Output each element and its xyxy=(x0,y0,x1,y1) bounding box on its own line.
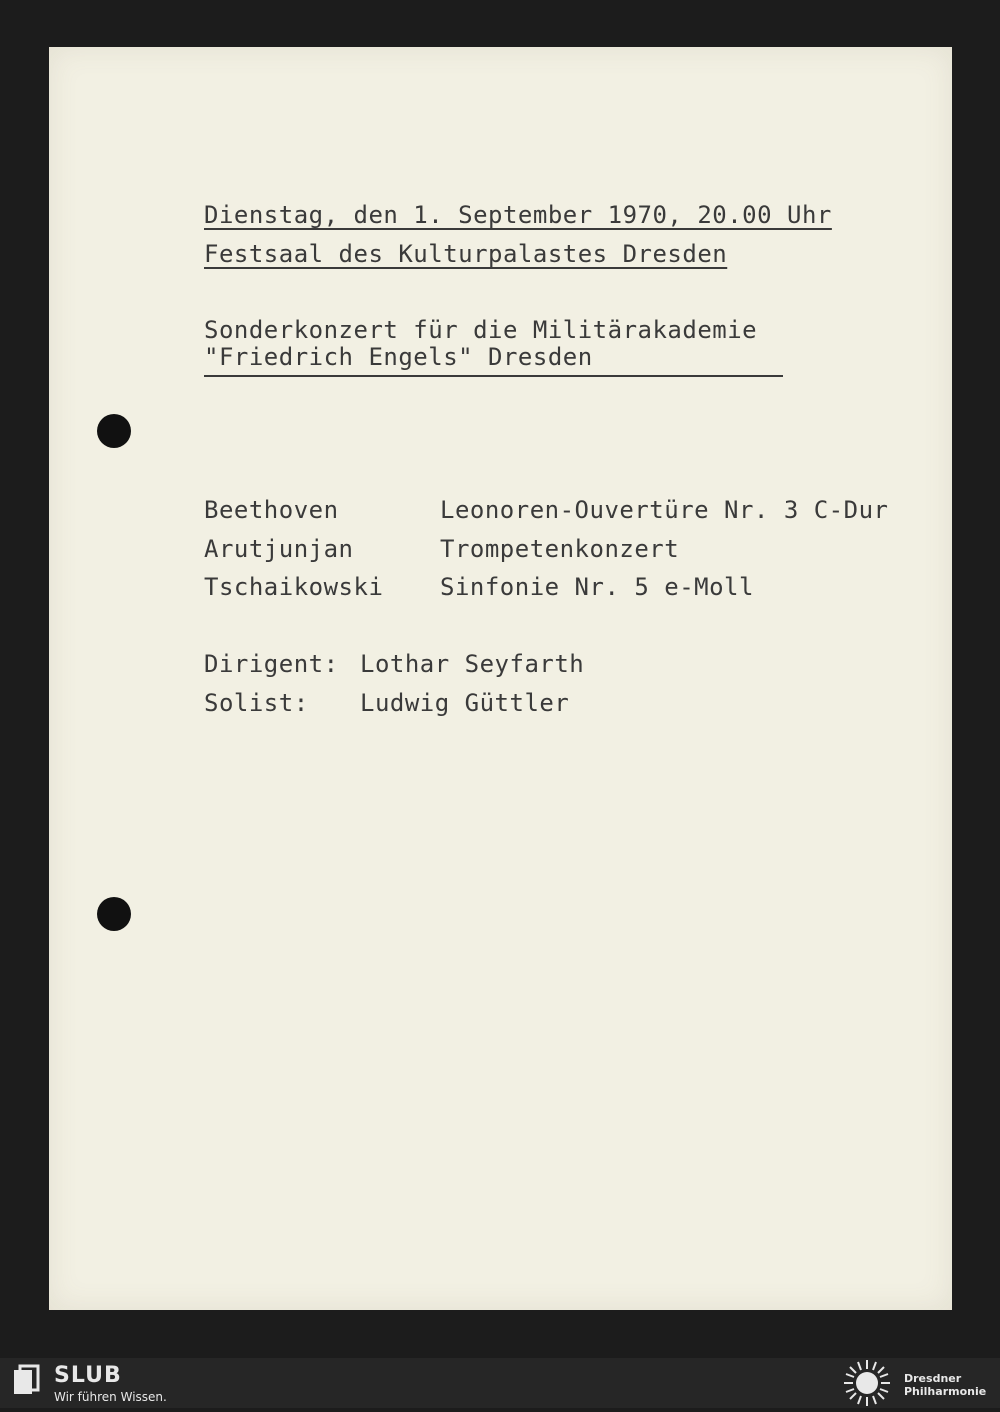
philharmonie-logo-line1: Dresdner xyxy=(904,1372,962,1385)
book-icon xyxy=(12,1364,42,1400)
document-page xyxy=(49,47,952,1310)
program-composer: Tschaikowski xyxy=(204,573,384,601)
program-work: Sinfonie Nr. 5 e-Moll xyxy=(440,573,754,601)
conductor-name: Lothar Seyfarth xyxy=(360,650,585,678)
program-composer: Beethoven xyxy=(204,496,339,524)
punch-hole-top xyxy=(97,414,131,448)
punch-hole-bottom xyxy=(97,897,131,931)
concert-venue-line: Festsaal des Kulturpalastes Dresden xyxy=(204,240,728,268)
soloist-label: Solist: xyxy=(204,689,309,717)
program-work: Leonoren-Ouvertüre Nr. 3 C-Dur xyxy=(440,496,889,524)
slub-logo-tagline: Wir führen Wissen. xyxy=(54,1390,167,1404)
sunburst-icon xyxy=(840,1358,894,1412)
soloist-name: Ludwig Güttler xyxy=(360,689,570,717)
program-work: Trompetenkonzert xyxy=(440,535,680,563)
concert-subtitle-line: "Friedrich Engels" Dresden xyxy=(204,345,783,377)
philharmonie-logo-line2: Philharmonie xyxy=(904,1385,987,1398)
philharmonie-logo-name xyxy=(904,1372,986,1398)
footer-bar xyxy=(0,1358,1000,1408)
concert-title-line: Sonderkonzert für die Militärakademie xyxy=(204,316,758,344)
concert-date-line: Dienstag, den 1. September 1970, 20.00 Uhr xyxy=(204,201,832,229)
slub-logo-name: SLUB xyxy=(54,1363,122,1388)
program-composer: Arutjunjan xyxy=(204,535,354,563)
conductor-label: Dirigent: xyxy=(204,650,339,678)
